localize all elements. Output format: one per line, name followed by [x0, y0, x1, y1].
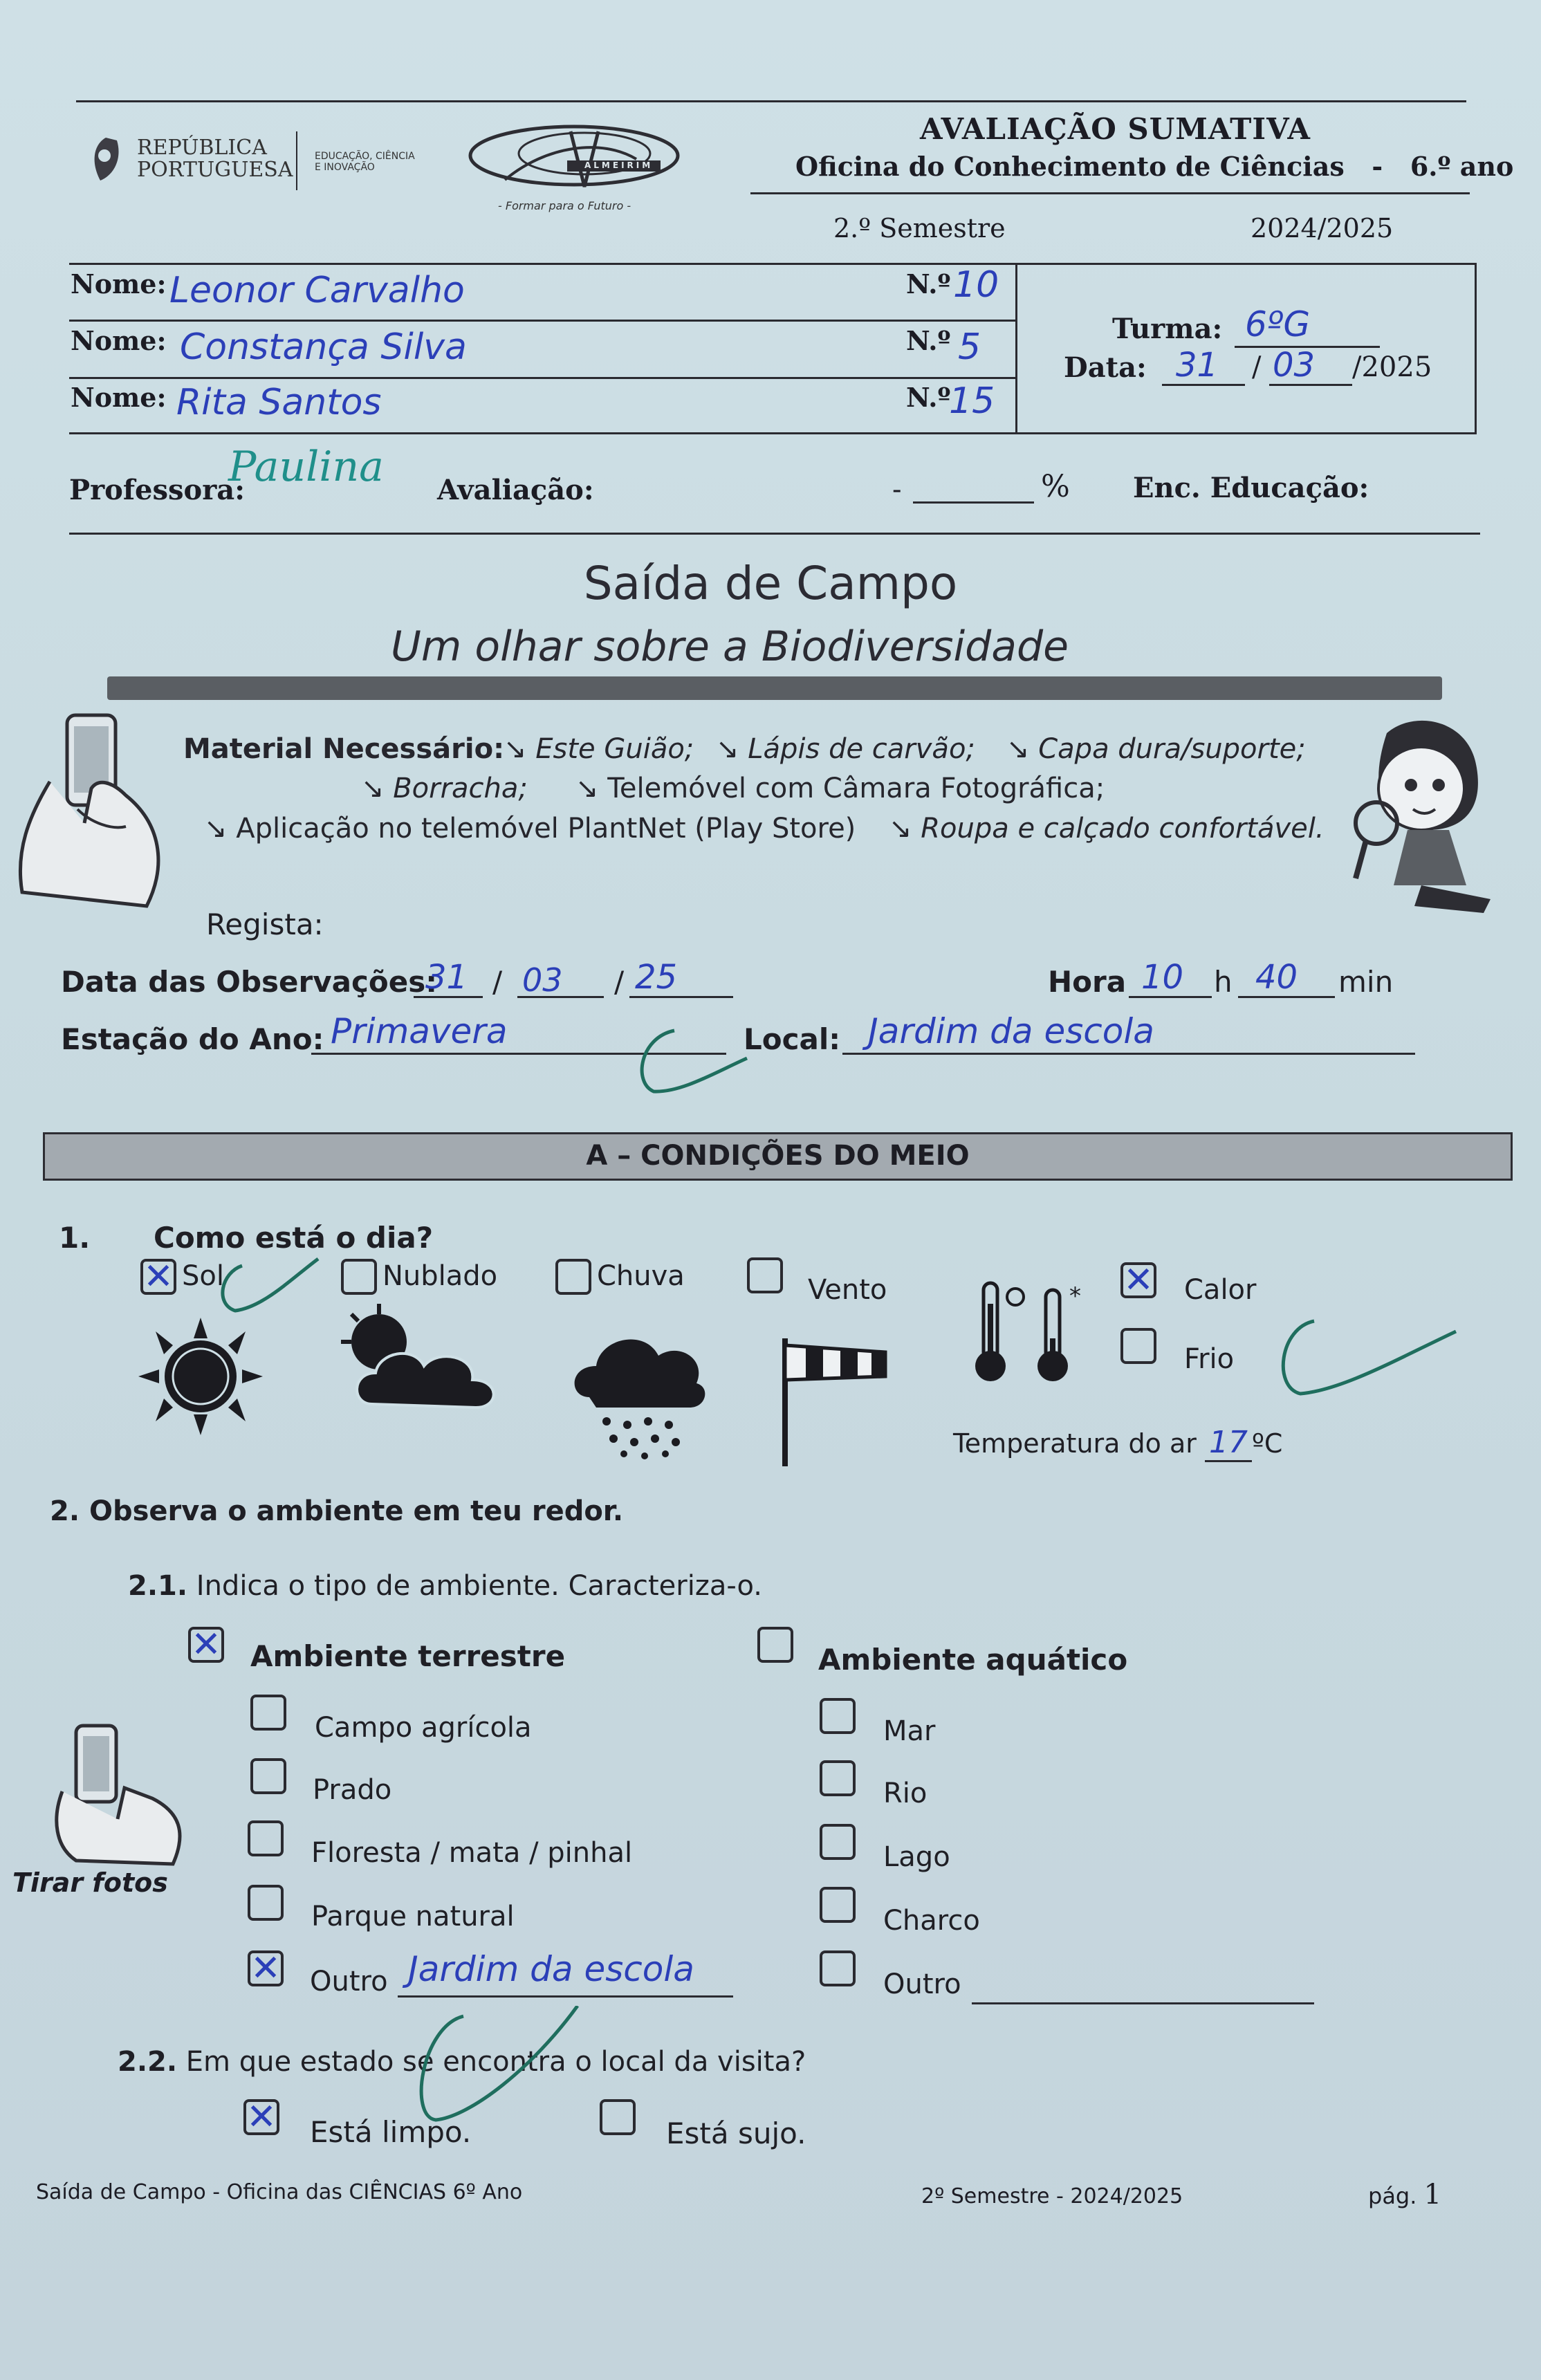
option-park-checkbox[interactable] — [248, 1885, 284, 1921]
question-1-text: Como está o dia? — [154, 1221, 434, 1255]
option-other-terrestrial-label: Outro — [310, 1966, 388, 1998]
weather-sun-label: Sol — [182, 1260, 224, 1292]
weather-wind-label: Vento — [808, 1274, 887, 1306]
air-temperature-unit: ºC — [1251, 1428, 1283, 1459]
material-text: Aplicação no telemóvel PlantNet (Play Store) — [236, 813, 856, 845]
phone-hand-illustration — [8, 712, 174, 913]
arrow-bullet-icon: ↘ — [204, 813, 237, 845]
footer-center: 2º Semestre - 2024/2025 — [921, 2184, 1183, 2208]
temperature-cold-label: Frio — [1184, 1343, 1235, 1375]
air-temperature — [953, 1425, 1282, 1460]
weather-sun-checkbox[interactable]: ✕ — [140, 1259, 176, 1295]
option-lake-checkbox[interactable] — [820, 1824, 856, 1860]
student-name: Rita Santos — [176, 382, 382, 423]
option-other-aquatic-blank[interactable] — [972, 2002, 1314, 2004]
girl-magnifier-icon — [1345, 712, 1497, 920]
material-text: Telemóvel com Câmara Fotográfica; — [607, 773, 1105, 804]
course-subtitle: Oficina do Conhecimento de Ciências - 6.º ano — [795, 151, 1514, 182]
student-number: 15 — [949, 380, 995, 422]
material-text: Este Guião; — [535, 733, 694, 765]
page-number-value: 1 — [1423, 2179, 1442, 2211]
rain-icon — [569, 1321, 707, 1462]
date-month-blank — [1269, 384, 1352, 386]
republic-name — [137, 137, 293, 181]
svg-text:*: * — [1069, 1282, 1081, 1310]
windsock-icon — [775, 1331, 913, 1473]
place-value: Jardim da escola — [868, 1011, 1154, 1051]
question-2-text: 2. Observa o ambiente em teu redor. — [50, 1495, 624, 1527]
option-other-terrestrial-blank[interactable] — [398, 1995, 733, 1998]
option-pond-checkbox[interactable] — [820, 1887, 856, 1923]
weather-cloudy-checkbox[interactable] — [341, 1259, 377, 1295]
weather-cloudy-label: Nublado — [382, 1260, 498, 1292]
sun-icon — [135, 1314, 266, 1441]
republic-logo — [86, 135, 124, 183]
number-label: N.º — [906, 268, 951, 299]
material-item — [361, 773, 528, 804]
table-divider — [1015, 263, 1017, 434]
hour-blank[interactable] — [1129, 996, 1212, 998]
register-label: Regista: — [206, 907, 324, 941]
ministry-line-1: EDUCAÇÃO, CIÊNCIA — [315, 151, 415, 162]
logo-divider — [296, 131, 297, 190]
date-month: 03 — [1273, 346, 1316, 385]
class-value: 6ºG — [1245, 304, 1311, 344]
student-number: 10 — [953, 264, 999, 306]
correction-check-icon — [1266, 1311, 1459, 1408]
option-meadow-label: Prado — [313, 1774, 392, 1806]
page-number — [1368, 2179, 1441, 2211]
minute-unit: min — [1338, 965, 1394, 999]
school-logo-text: ALMEIRIM — [584, 160, 654, 170]
air-temperature-label: Temperatura do ar — [953, 1428, 1197, 1459]
state-dirty-checkbox[interactable] — [600, 2099, 636, 2135]
evaluation-dash: - — [892, 474, 902, 506]
observation-day: 31 — [425, 958, 468, 997]
temperature-hot-checkbox[interactable]: ✕ — [1120, 1262, 1156, 1298]
phone-hand-icon — [8, 712, 174, 913]
republic-line-2: PORTUGUESA — [137, 158, 293, 182]
material-item — [204, 813, 856, 845]
footer-left: Saída de Campo - Oficina das CIÊNCIAS 6º Ano — [36, 2180, 523, 2204]
worksheet-page: REPÚBLICA PORTUGUESA EDUCAÇÃO, CIÊNCIA E INOVAÇÃO ALMEIRIM - Formar para o Futuro - AVALIAÇÃO SUMATIVA Oficina do Conhecimento de Ciências - 6.º ano 2.º Semestre 2024/2025 Nome: Leonor Carvalho N.º 10 Nome: Constança Silva N.º 5 Nome: Rita Santos N.º 15 Turma: 6ºG Data: 31 / 03 /2025 Professora: Paulina Avaliação: - % Enc. Educação: Saída de Campo Um olhar sobre a Biodiversidade Material Necessário: ↘ Este Guião; ↘ Lápis de carvão; ↘ Capa dura/suporte; ↘ Borracha; ↘ Telemóvel com Câmara Fotográfica; ↘ Aplicação no telemóvel PlantNet (Play Store) ↘ Roupa e calçado confortável. Regista: Data das Observações: 31 / 03 / 25 Hora 10 h 40 min Estação do Ano: Primavera Local: Jardim da escola A – CONDIÇÕES DO MEIO 1. Como está o dia? ✕ Sol Nublado Chuva Vento * ✕ Calor Frio Temperatura do ar 17 ºC 2. Observa o ambiente em teu redor. 2.1. Indica o tipo de ambiente. Caracteriza-o. ✕ Ambiente terrestre Ambiente aquático Campo agrícola Prado Floresta / mata / pinhal Parque natural ✕ Outro Jardim da escola Mar Rio Lago Charco Outro Tirar fotos 2.2. Em que estado se encontra o local da visita? ✕ Está limpo. Está sujo. Saída de Campo - Oficina das CIÊNCIAS 6º Ano 2º Semestre - 2024/2025 pág. 1 — [0, 0, 1541, 2380]
weather-rain-label: Chuva — [597, 1260, 685, 1292]
air-temperature-value: 17 — [1205, 1425, 1252, 1462]
material-item — [504, 733, 694, 765]
state-clean-checkbox[interactable]: ✕ — [243, 2099, 279, 2135]
teacher-signature: Paulina — [228, 443, 384, 491]
name-label: Nome: — [71, 268, 167, 299]
option-field-checkbox[interactable] — [250, 1695, 286, 1731]
hour-label: Hora — [1048, 965, 1127, 999]
option-field-label: Campo agrícola — [315, 1712, 532, 1744]
aquatic-label: Ambiente aquático — [818, 1643, 1128, 1677]
girl-magnifier-illustration — [1345, 712, 1497, 920]
arrow-bullet-icon: ↘ — [361, 773, 394, 804]
number-label: N.º — [906, 382, 951, 413]
thermometers-icon — [967, 1276, 1105, 1390]
phone-hand-icon — [48, 1722, 187, 1874]
table-row-rule-2 — [69, 377, 1017, 379]
option-pond-label: Charco — [883, 1905, 980, 1937]
evaluation-blank[interactable] — [913, 501, 1034, 504]
page-title: Saída de Campo — [583, 557, 958, 610]
option-meadow-checkbox[interactable] — [250, 1758, 286, 1794]
material-item — [889, 813, 1325, 845]
option-lake-label: Lago — [883, 1841, 950, 1873]
temperature-hot-label: Calor — [1184, 1274, 1257, 1306]
date-day-blank — [1162, 384, 1245, 386]
section-a-bar — [43, 1132, 1513, 1181]
option-sea-label: Mar — [883, 1715, 936, 1747]
guardian-label: Enc. Educação: — [1133, 472, 1369, 504]
assessment-title: AVALIAÇÃO SUMATIVA — [920, 112, 1311, 146]
question-1-number: 1. — [59, 1221, 91, 1255]
page-subtitle: Um olhar sobre a Biodiversidade — [390, 622, 1069, 671]
cloudy-icon — [338, 1300, 510, 1421]
republic-line-1: REPÚBLICA — [137, 136, 267, 160]
material-text: Roupa e calçado confortável. — [921, 813, 1325, 845]
observation-month: 03 — [522, 961, 563, 999]
ministry-line-2: E INOVAÇÃO — [315, 162, 375, 173]
place-label: Local: — [744, 1022, 841, 1056]
observation-day-blank[interactable] — [414, 996, 483, 998]
observation-date-label: Data das Observações: — [61, 965, 437, 999]
question-2-2-text: Em que estado se encontra o local da visita? — [185, 2046, 806, 2078]
table-right-border — [1475, 263, 1477, 434]
take-photo-illustration — [48, 1722, 187, 1874]
top-rule — [76, 100, 1466, 102]
republic-emblem-icon — [86, 135, 124, 183]
option-other-aquatic-label: Outro — [883, 1968, 961, 2000]
section-a-title: A – CONDIÇÕES DO MEIO — [586, 1140, 970, 1172]
observation-year-blank[interactable] — [629, 996, 733, 998]
season-label: Estação do Ano: — [61, 1022, 324, 1056]
option-forest-checkbox[interactable] — [248, 1820, 284, 1856]
page-label: pág. — [1368, 2183, 1417, 2209]
school-logo — [463, 118, 692, 214]
material-text: Lápis de carvão; — [748, 733, 975, 765]
observation-year: 25 — [635, 958, 678, 997]
title-bar — [107, 676, 1442, 700]
material-item — [1006, 733, 1306, 765]
option-park-label: Parque natural — [311, 1901, 515, 1932]
observation-month-blank[interactable] — [517, 996, 604, 998]
number-label: N.º — [906, 325, 951, 356]
weather-rain-checkbox[interactable] — [555, 1259, 591, 1295]
class-label: Turma: — [1112, 313, 1223, 345]
option-other-terrestrial-value: Jardim da escola — [408, 1949, 694, 1989]
option-river-checkbox[interactable] — [820, 1760, 856, 1796]
question-2-1 — [128, 1570, 762, 1602]
school-year: 2024/2025 — [1251, 213, 1394, 243]
material-item — [575, 773, 1105, 804]
school-motto: - Formar para o Futuro - — [498, 199, 631, 212]
weather-wind-checkbox[interactable] — [747, 1257, 783, 1293]
terrestrial-label: Ambiente terrestre — [250, 1639, 566, 1673]
teacher-label: Professora: — [69, 474, 245, 506]
question-2-1-number: 2.1. — [128, 1570, 188, 1602]
question-2-1-text: Indica o tipo de ambiente. Caracteriza-o. — [196, 1570, 763, 1602]
grading-rule — [69, 533, 1480, 535]
student-name: Leonor Carvalho — [169, 270, 465, 311]
option-other-aquatic-checkbox[interactable] — [820, 1950, 856, 1986]
arrow-bullet-icon: ↘ — [889, 813, 921, 845]
terrestrial-checkbox[interactable]: ✕ — [188, 1627, 224, 1663]
table-bottom-rule — [69, 432, 1477, 434]
minute-value: 40 — [1255, 958, 1298, 997]
option-sea-checkbox[interactable] — [820, 1698, 856, 1734]
name-label: Nome: — [71, 325, 167, 356]
place-blank[interactable] — [842, 1053, 1415, 1055]
correction-check-icon — [394, 2006, 616, 2130]
arrow-bullet-icon: ↘ — [504, 733, 536, 765]
take-photo-label: Tirar fotos — [12, 1867, 168, 1898]
season-value: Primavera — [331, 1011, 508, 1051]
correction-check-icon — [626, 1017, 750, 1100]
table-top-rule — [69, 263, 1477, 265]
state-dirty-label: Está sujo. — [666, 2116, 806, 2150]
materials-label: Material Necessário: — [183, 733, 505, 765]
arrow-bullet-icon: ↘ — [716, 733, 748, 765]
option-forest-label: Floresta / mata / pinhal — [311, 1837, 633, 1869]
option-other-terrestrial-checkbox[interactable]: ✕ — [248, 1950, 284, 1986]
question-2-2-number: 2.2. — [118, 2046, 178, 2078]
state-clean-label: Está limpo. — [310, 2115, 472, 2149]
student-name: Constança Silva — [180, 326, 467, 368]
school-logo-icon — [463, 118, 692, 201]
option-river-label: Rio — [883, 1778, 928, 1809]
name-label: Nome: — [71, 382, 167, 413]
ministry-name — [315, 151, 415, 173]
percent-sign: % — [1041, 469, 1070, 504]
material-text: Borracha; — [393, 773, 528, 804]
minute-blank[interactable] — [1238, 996, 1335, 998]
evaluation-label: Avaliação: — [437, 474, 594, 506]
arrow-bullet-icon: ↘ — [1006, 733, 1039, 765]
material-item — [716, 733, 975, 765]
aquatic-checkbox[interactable] — [757, 1627, 793, 1663]
temperature-cold-checkbox[interactable] — [1120, 1328, 1156, 1364]
date-day: 31 — [1176, 346, 1219, 385]
hour-unit: h — [1214, 965, 1233, 999]
arrow-bullet-icon: ↘ — [575, 773, 608, 804]
material-text: Capa dura/suporte; — [1038, 733, 1306, 765]
date-label: Data: — [1064, 351, 1147, 384]
semester-label: 2.º Semestre — [833, 213, 1006, 243]
student-number: 5 — [958, 326, 981, 368]
date-year: /2025 — [1352, 351, 1432, 383]
table-row-rule-1 — [69, 320, 1017, 322]
hour-value: 10 — [1141, 958, 1184, 997]
correction-check-icon — [214, 1252, 325, 1314]
subtitle-rule — [750, 192, 1470, 194]
